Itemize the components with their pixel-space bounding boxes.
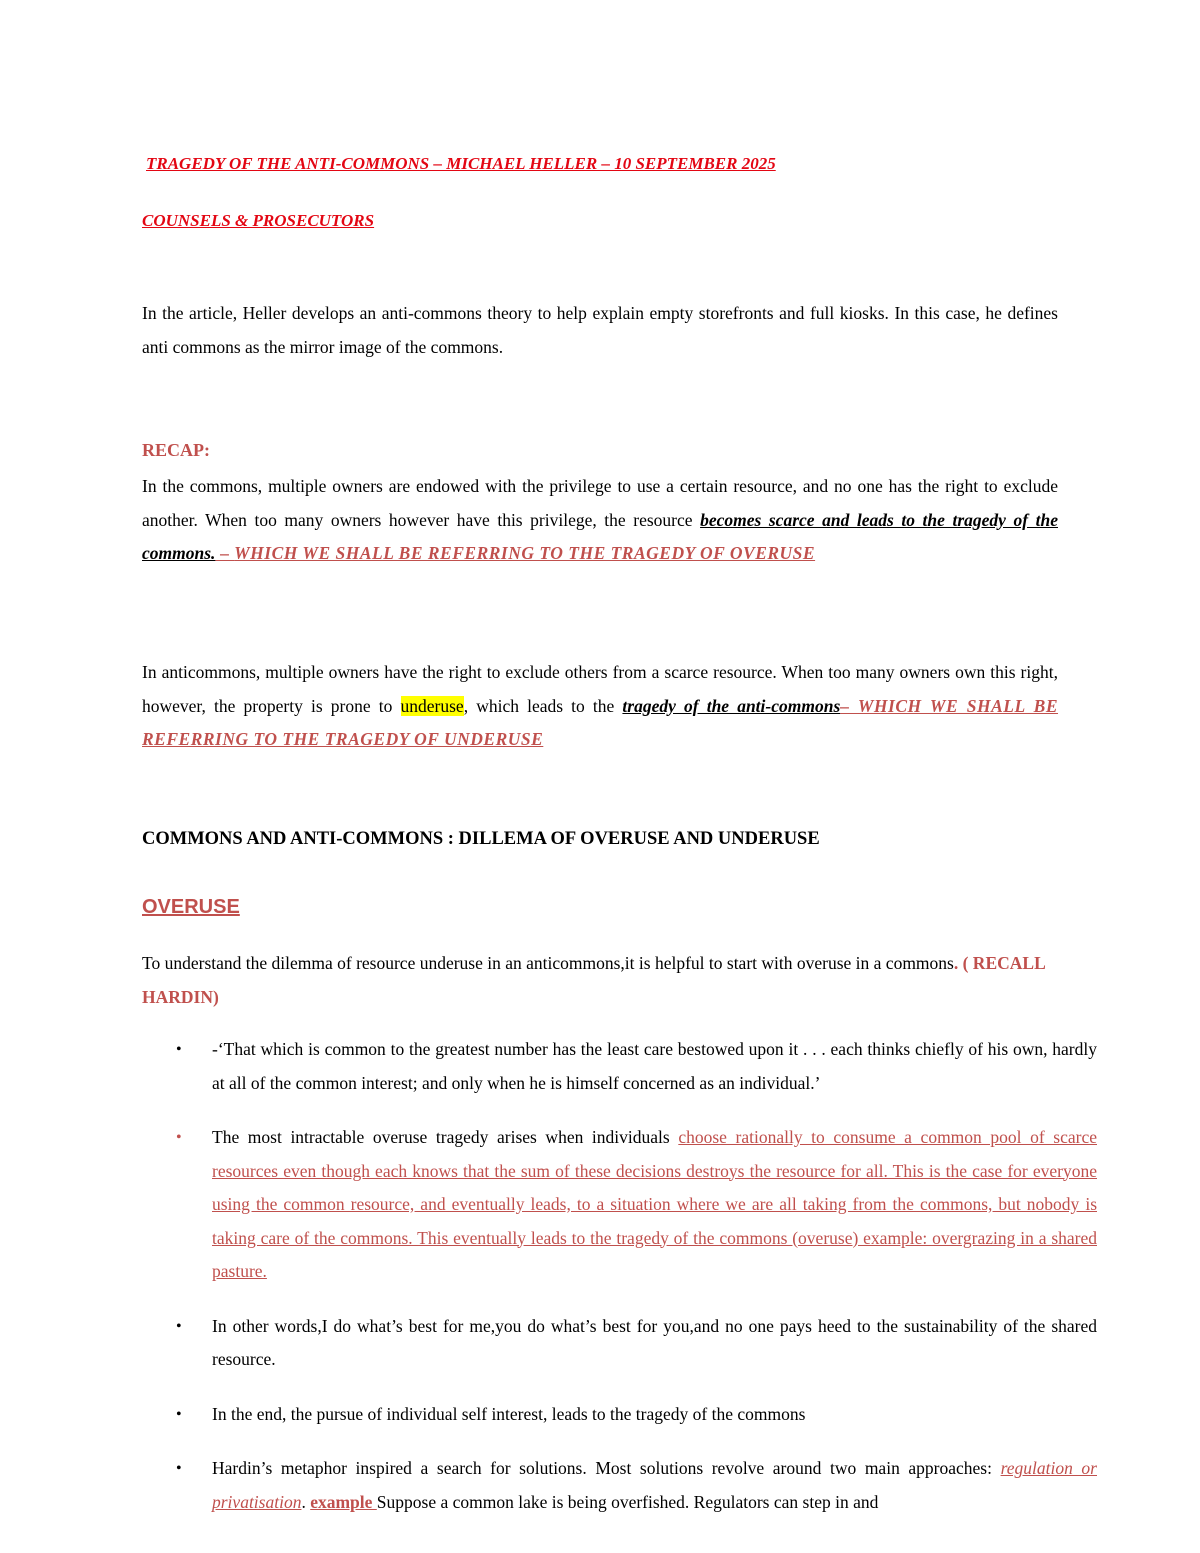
bullet-icon: • bbox=[176, 1041, 182, 1058]
intro-paragraph: In the article, Heller develops an anti-commons theory to help explain empty storefronts and full kiosks. In this case, he defines anti commons as the mirror image of the commons. bbox=[142, 303, 1058, 357]
document-subtitle: COUNSELS & PROSECUTORS bbox=[142, 211, 375, 230]
recap-p1-red: WHICH WE SHALL BE REFERRING TO THE TRAGEDY OF OVERUSE bbox=[234, 543, 816, 563]
example-label: example bbox=[310, 1491, 377, 1512]
recap-p2-emphasis: tragedy of the anti-commons bbox=[622, 695, 841, 716]
bullet-red-text: choose rationally to consume a common pool of scarce resources even though each knows that the sum of these decisions destroys the resource for all. This is the case for everyone using the common resource, and eventually leads, to a situation where we are all taking from the commons, but nobody is taking care of the commons. This eventually leads to the tragedy of the commons (overuse) example: overgrazing in a shared pasture. bbox=[212, 1127, 1097, 1281]
bullet-text-tail: Suppose a common lake is being overfished. Regulators can step in and bbox=[376, 1491, 879, 1512]
recap-heading: RECAP: bbox=[142, 440, 210, 460]
list-item bbox=[142, 1033, 1097, 1100]
bullet-text: The most intractable overuse tragedy arises when individuals bbox=[212, 1127, 679, 1147]
section-heading: COMMONS AND ANTI-COMMONS : DILLEMA OF OVERUSE AND UNDERUSE bbox=[142, 829, 820, 849]
document-title: TRAGEDY OF THE ANTI-COMMONS – MICHAEL HELLER – 10 SEPTEMBER 2025 bbox=[146, 154, 776, 173]
recap-p2-text-b: , which leads to the bbox=[463, 695, 623, 716]
bullet-text: -‘That which is common to the greatest number has the least care bestowed upon it . . . each thinks chiefly of his own, hardly at all of the common interest; and only when he is himself concerned as an individual.’ bbox=[212, 1039, 1097, 1093]
recap-paragraph-2 bbox=[142, 656, 1058, 757]
list-item bbox=[142, 1452, 1097, 1519]
recap-p2-red: – WHICH WE SHALL BE REFERRING TO THE TRAGEDY OF UNDERUSE bbox=[142, 695, 1059, 749]
overuse-intro bbox=[142, 947, 1100, 1014]
overuse-heading: OVERUSE bbox=[142, 896, 240, 918]
recap-p1-emphasis: becomes scarce and leads to the tragedy of the commons. bbox=[142, 509, 1058, 563]
list-item bbox=[142, 1310, 1097, 1377]
recap-p1-text: In the commons, multiple owners are endowed with the privilege to use a certain resource, and no one has the right to exclude another. When too many owners however have this privilege, the resource bbox=[142, 476, 1058, 530]
bullet-red-text: regulation or privatisation bbox=[212, 1458, 1097, 1512]
bullet-text: In other words,I do what’s best for me,you do what’s best for you,and no one pays heed to the sustainability of the shared resource. bbox=[212, 1315, 1097, 1369]
recall-hardin: . ( RECALL HARDIN) bbox=[142, 953, 1045, 1007]
underuse-highlight: underuse bbox=[400, 695, 464, 716]
bullet-icon: • bbox=[176, 1317, 182, 1335]
recap-p1-dash: – bbox=[215, 543, 235, 563]
bullet-text: In the end, the pursue of individual self interest, leads to the tragedy of the commons bbox=[212, 1403, 806, 1424]
recap-p2-text-a: In anticommons, multiple owners have the right to exclude others from a scarce resource. When too many owners own this right, however, the property is prone to bbox=[142, 662, 1058, 716]
overuse-intro-text: To understand the dilemma of resource underuse in an anticommons,it is helpful to start with overuse in a commons bbox=[142, 953, 954, 973]
bullet-icon: • bbox=[176, 1129, 182, 1146]
bullet-text: Hardin’s metaphor inspired a search for solutions. Most solutions revolve around two main approaches: bbox=[212, 1458, 1001, 1478]
list-item bbox=[142, 1398, 1097, 1432]
list-item bbox=[142, 1121, 1097, 1289]
recap-paragraph-1 bbox=[142, 470, 1058, 571]
overuse-bullet-list bbox=[142, 1033, 1097, 1540]
bullet-icon: • bbox=[176, 1460, 182, 1477]
bullet-dot-text: . bbox=[301, 1491, 311, 1512]
bullet-icon: • bbox=[176, 1405, 182, 1423]
